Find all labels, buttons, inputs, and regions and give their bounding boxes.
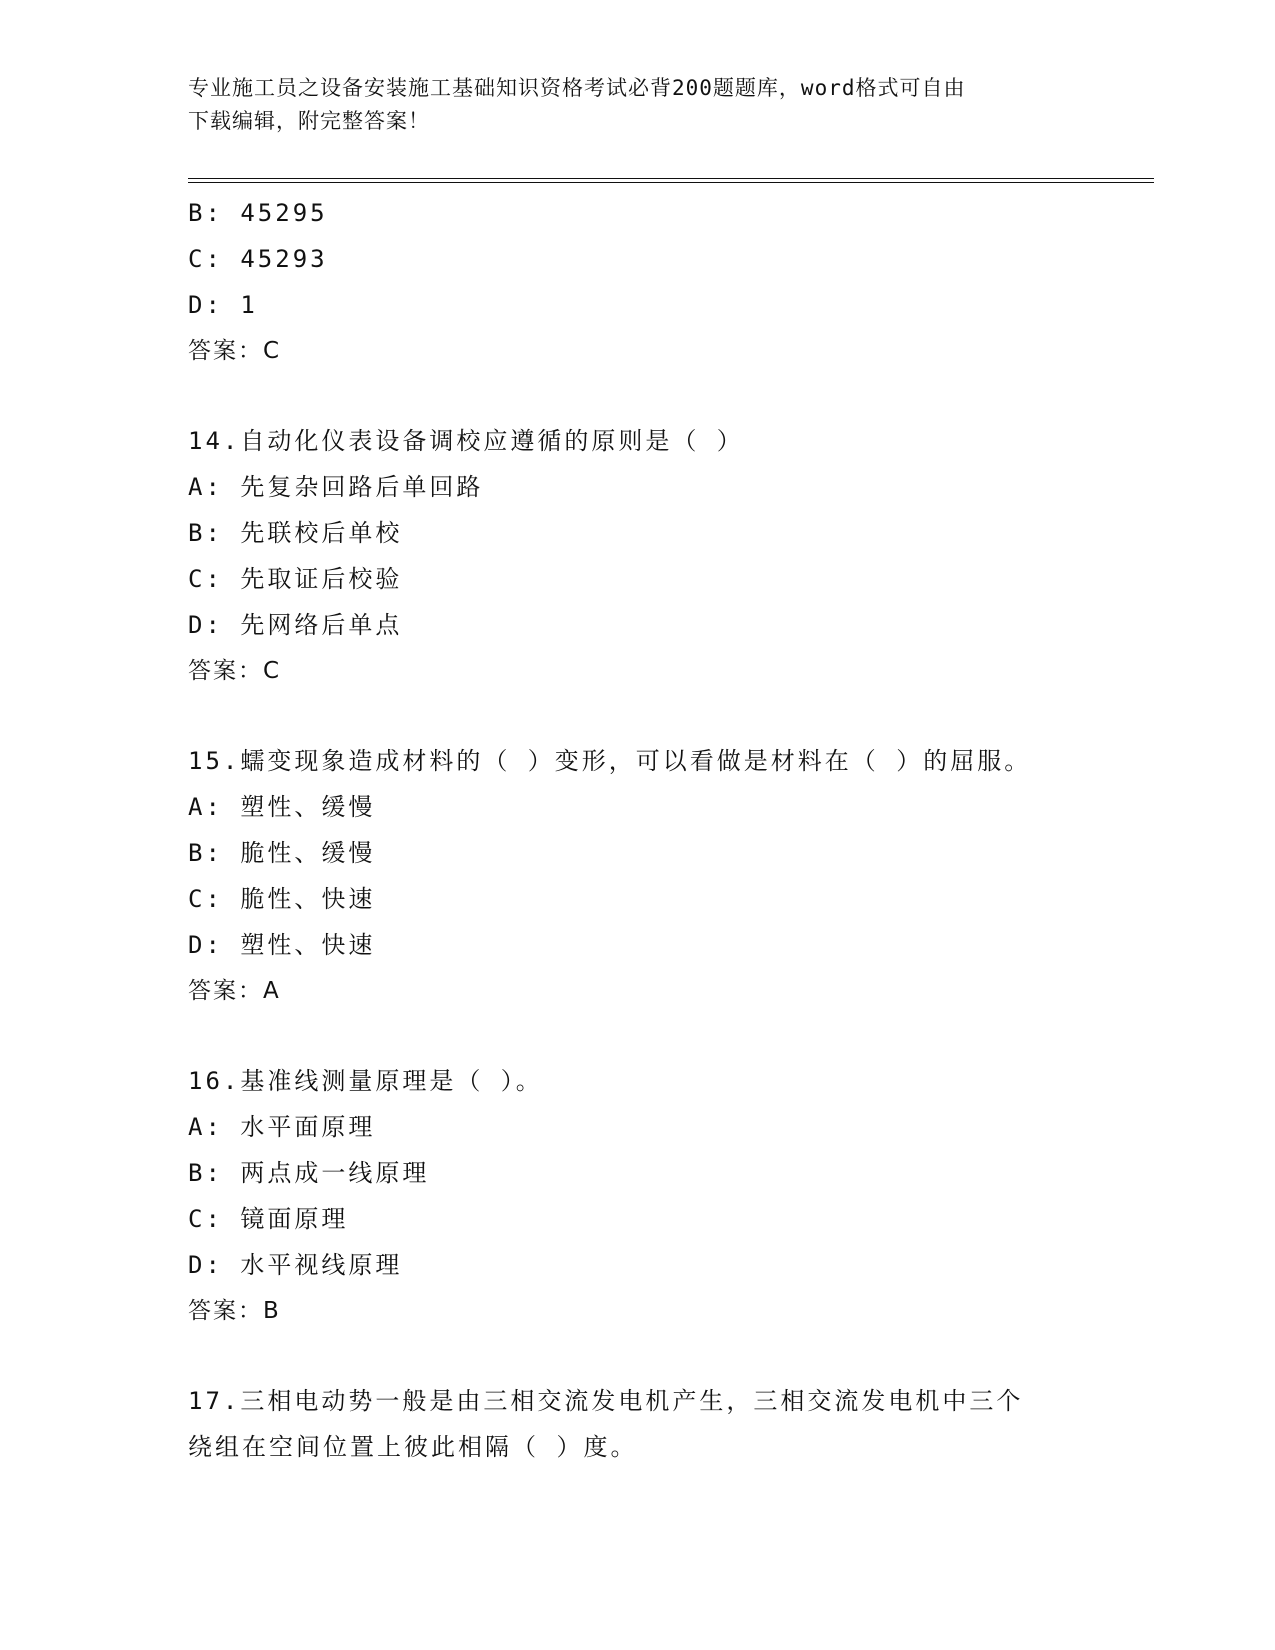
header-line-2: 下载编辑，附完整答案！ bbox=[188, 109, 430, 133]
answer: 答案：C bbox=[188, 338, 282, 364]
option-d: D: 塑性、快速 bbox=[188, 931, 376, 959]
option-b: B: 45295 bbox=[188, 199, 328, 227]
question-13-continued bbox=[188, 190, 1148, 374]
option-c: C: 脆性、快速 bbox=[188, 885, 376, 913]
question-17 bbox=[188, 1378, 1148, 1470]
option-a: A: 先复杂回路后单回路 bbox=[188, 473, 484, 501]
question-15 bbox=[188, 738, 1148, 1014]
question-16 bbox=[188, 1058, 1148, 1334]
answer: 答案：A bbox=[188, 978, 281, 1004]
question-text: 14.自动化仪表设备调校应遵循的原则是（ ） bbox=[188, 427, 744, 455]
question-text: 16.基准线测量原理是（ ）。 bbox=[188, 1067, 543, 1095]
header-line-1: 专业施工员之设备安装施工基础知识资格考试必背200题题库，word格式可自由 bbox=[188, 76, 966, 100]
option-b: B: 两点成一线原理 bbox=[188, 1159, 430, 1187]
option-d: D: 先网络后单点 bbox=[188, 611, 403, 639]
answer: 答案：B bbox=[188, 1298, 281, 1324]
option-b: B: 脆性、缓慢 bbox=[188, 839, 376, 867]
question-14 bbox=[188, 418, 1148, 694]
answer: 答案：C bbox=[188, 658, 282, 684]
option-c: C: 先取证后校验 bbox=[188, 565, 403, 593]
option-d: D: 水平视线原理 bbox=[188, 1251, 403, 1279]
option-a: A: 水平面原理 bbox=[188, 1113, 376, 1141]
option-d: D: 1 bbox=[188, 291, 258, 319]
question-text-line-1: 17.三相电动势一般是由三相交流发电机产生，三相交流发电机中三个 bbox=[188, 1387, 1024, 1415]
document-header bbox=[188, 72, 1068, 138]
question-text-line-2: 绕组在空间位置上彼此相隔（ ）度。 bbox=[188, 1433, 638, 1461]
option-c: C: 45293 bbox=[188, 245, 328, 273]
header-divider bbox=[188, 178, 1154, 183]
option-c: C: 镜面原理 bbox=[188, 1205, 349, 1233]
document-body bbox=[188, 190, 1148, 1470]
question-text: 15.蠕变现象造成材料的（ ）变形，可以看做是材料在（ ）的屈服。 bbox=[188, 747, 1032, 775]
option-a: A: 塑性、缓慢 bbox=[188, 793, 376, 821]
option-b: B: 先联校后单校 bbox=[188, 519, 403, 547]
